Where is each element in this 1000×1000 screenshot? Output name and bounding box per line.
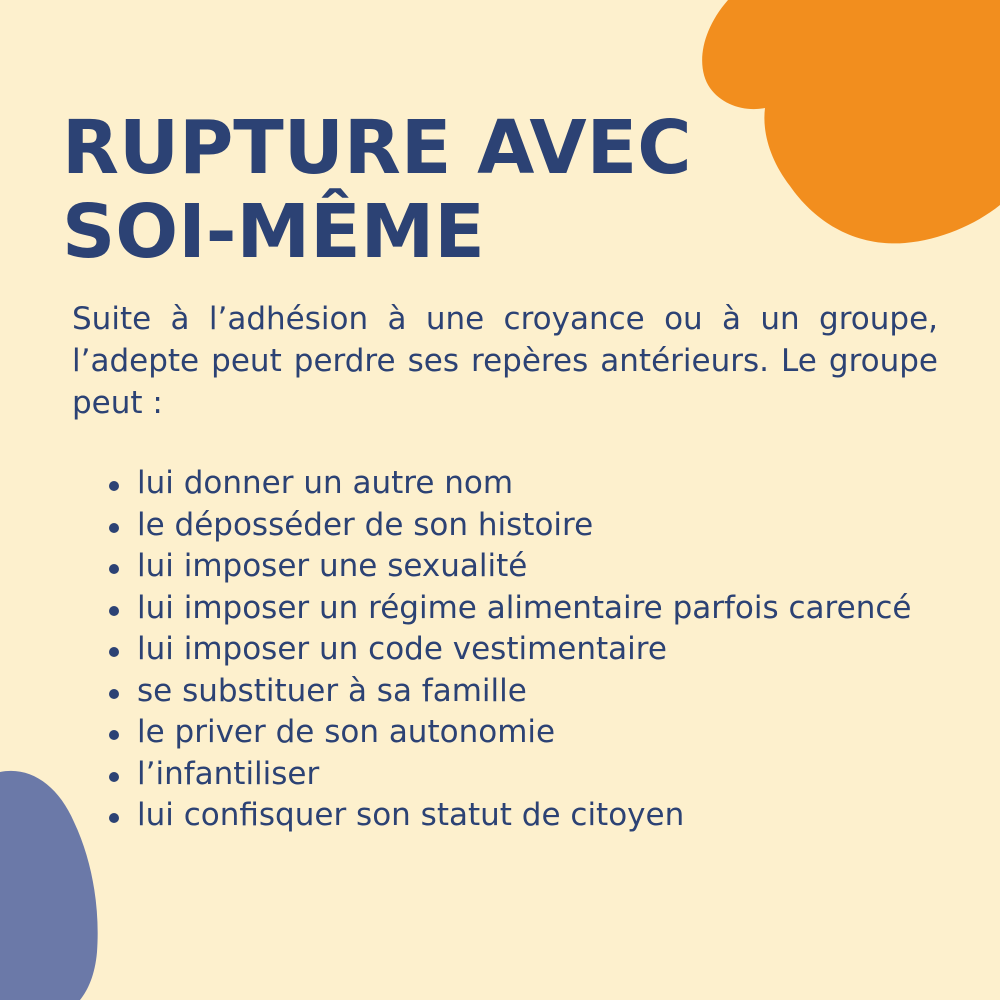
page-title bbox=[62, 106, 692, 274]
list-item: lui imposer une sexualité bbox=[72, 546, 938, 588]
bullet-list bbox=[72, 463, 938, 837]
list-item: l’infantiliser bbox=[72, 754, 938, 796]
list-item: lui confisquer son statut de citoyen bbox=[72, 795, 938, 837]
list-item: lui imposer un code vestimentaire bbox=[72, 629, 938, 671]
list-item: lui donner un autre nom bbox=[72, 463, 938, 505]
orange-blob-shape bbox=[702, 0, 1000, 243]
list-item: lui imposer un régime alimentaire parfois carencé bbox=[72, 588, 938, 630]
list-item: se substituer à sa famille bbox=[72, 671, 938, 713]
title-line-1: RUPTURE AVEC bbox=[62, 105, 692, 191]
intro-paragraph: Suite à l’adhésion à une croyance ou à un groupe, l’adepte peut perdre ses repères antérieurs. Le groupe peut : bbox=[72, 301, 938, 421]
list-item: le priver de son autonomie bbox=[72, 712, 938, 754]
title-line-2: SOI-MÊME bbox=[62, 189, 485, 275]
list-item: le déposséder de son histoire bbox=[72, 505, 938, 547]
